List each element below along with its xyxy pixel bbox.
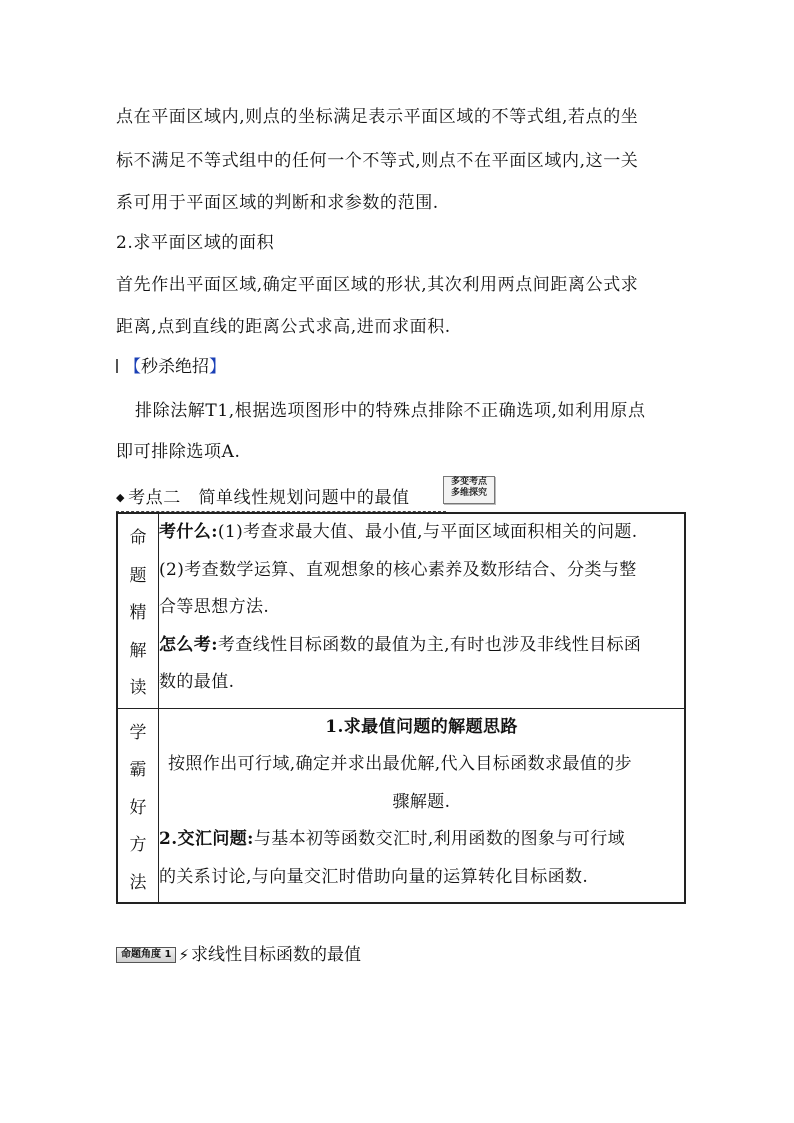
marker-bar-icon <box>116 359 118 373</box>
row1-label-char: 命 <box>129 528 147 548</box>
row2-label-char: 霸 <box>129 760 147 780</box>
table-row-mingti-jiedu <box>117 513 685 708</box>
miaosha-heading <box>116 356 226 378</box>
bracket-close: 】 <box>209 357 226 377</box>
jiaohui-text: 与基本初等函数交汇时,利用函数的图象与可行域 <box>253 829 626 849</box>
row1-content-cell <box>159 513 686 708</box>
diamond-icon: ◆ <box>116 491 126 504</box>
paragraph2-line2: 距离,点到直线的距离公式求高,进而求面积. <box>116 317 451 337</box>
row2-label-char: 好 <box>129 797 147 818</box>
row2-line5: 的关系讨论,与向量交汇时借助向量的运算转化目标函数. <box>159 866 589 887</box>
row2-line4 <box>159 821 684 859</box>
row1-line3: 合等思想方法. <box>159 597 270 617</box>
section2-heading: 2.求平面区域的面积 <box>116 233 275 253</box>
row1-label-char: 解 <box>129 640 147 661</box>
row2-label-char: 学 <box>129 722 147 743</box>
mingti-badge: 命题角度 1 <box>116 947 176 963</box>
row1-label-char: 读 <box>129 678 147 698</box>
mingti-text: 求线性目标函数的最值 <box>191 945 361 965</box>
row2-line3: 骤解题. <box>392 791 451 812</box>
row1-line1 <box>159 514 684 552</box>
lightning-icon: ⚡ <box>178 946 189 964</box>
row2-content-cell <box>159 708 686 903</box>
kaodian-title: 考点二 简单线性规划问题中的最值 <box>128 488 410 508</box>
miaosha-text-line2: 即可排除选项A. <box>116 442 241 462</box>
row1-label-char: 精 <box>129 603 147 623</box>
row2-line2: 按照作出可行域,确定并求出最优解,代入目标函数求最值的步 <box>168 754 633 774</box>
stamp-line1: 多变考点 <box>450 477 487 487</box>
miaosha-label: 秒杀绝招 <box>141 357 209 377</box>
kaoshenme-label: 考什么: <box>159 522 218 542</box>
row2-line1 <box>159 709 684 747</box>
paragraph1-line1: 点在平面区域内,则点的坐标满足表示平面区域的不等式组,若点的坐 <box>116 107 639 127</box>
paragraph1-line2: 标不满足不等式组中的任何一个不等式,则点不在平面区域内,这一关 <box>116 151 639 171</box>
paragraph1-line3: 系可用于平面区域的判断和求参数的范围. <box>116 193 439 213</box>
zenmekao-text: 考查线性目标函数的最值为主,有时也涉及非线性目标函 <box>217 634 642 655</box>
stamp-line2: 多维探究 <box>450 488 487 498</box>
mingti-jiaodu-heading <box>116 944 361 966</box>
table-row-xueba-fangfa <box>117 708 685 903</box>
jiaohui-label: 2.交汇问题: <box>159 829 254 849</box>
row2-label-cell <box>117 708 159 903</box>
row2-label-char: 方 <box>129 835 147 855</box>
row2-label-char: 法 <box>129 872 147 893</box>
duobian-stamp <box>443 476 495 504</box>
row1-line5: 数的最值. <box>159 672 235 692</box>
row1-line4 <box>159 627 684 665</box>
bracket-open: 【 <box>124 357 141 377</box>
jieti-silu-heading: 1.求最值问题的解题思路 <box>325 716 518 737</box>
kaodian-heading <box>116 487 410 509</box>
miaosha-text-line1: 排除法解T1,根据选项图形中的特殊点排除不正确选项,如利用原点 <box>135 401 646 421</box>
row1-label-char: 题 <box>129 565 147 586</box>
row1-label-cell <box>117 513 159 708</box>
row1-line2: (2)考查数学运算、直观想象的核心素养及数形结合、分类与整 <box>159 559 637 580</box>
info-table <box>116 512 686 904</box>
paragraph2-line1: 首先作出平面区域,确定平面区域的形状,其次利用两点间距离公式求 <box>116 275 639 295</box>
zenmekao-label: 怎么考: <box>159 634 218 655</box>
kaoshenme-text: (1)考查求最大值、最小值,与平面区域面积相关的问题. <box>217 522 638 542</box>
